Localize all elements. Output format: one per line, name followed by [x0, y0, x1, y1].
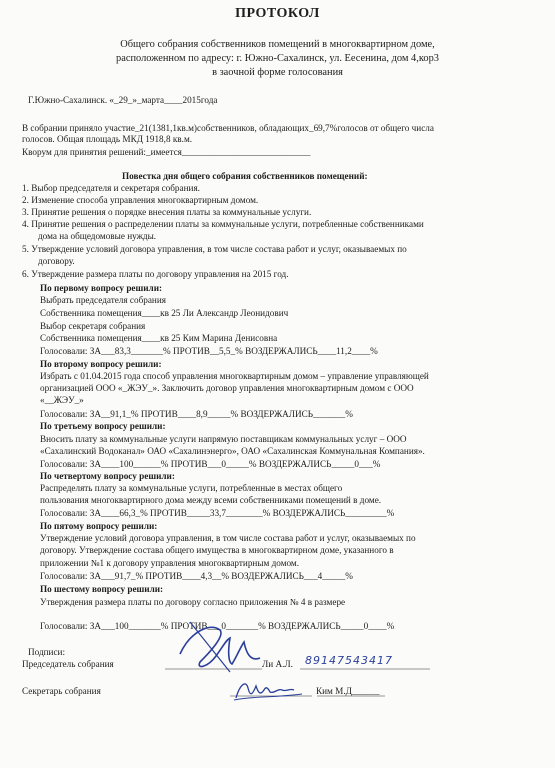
chair-phone: 89147543417 — [305, 654, 393, 667]
q4-heading: По четвертому вопросу решили: — [40, 471, 175, 481]
secretary-signature-mark — [232, 676, 312, 704]
participants-line-1: В собрании приняло участие_21(1381,1кв.м)собственников, обладающих_69,7%голосов от общего числа — [22, 123, 434, 133]
agenda-item: договору. — [38, 256, 75, 266]
document-title: ПРОТОКОЛ — [235, 6, 320, 21]
date-line: Г.Южно-Сахалинск. «_29_»_марта____2015года — [28, 95, 218, 105]
q4-vote-line: Голосовали: ЗА____66,3_% ПРОТИВ_____33,7________% ВОЗДЕРЖАЛИСЬ_________% — [40, 508, 395, 518]
subtitle-line-1: Общего собрания собственников помещений в многоквартирном доме, — [120, 39, 435, 50]
agenda-item: 4. Принятие решения о распределении платы за коммунальные услуги, потребленные собственниками — [22, 219, 424, 229]
agenda-item: 5. Утверждение условий договора управления, в том числе состава работ и услуг, оказываемых по — [22, 244, 407, 254]
agenda-item: 1. Выбор председателя и секретаря собрания. — [22, 183, 200, 193]
q2-line: организацией ООО «_ЖЭУ_». Заключить договор управления многоквартирным домом с ООО — [40, 383, 414, 393]
q3-heading: По третьему вопросу решили: — [40, 421, 166, 431]
q1-line: Выбор секретаря собрания — [40, 321, 146, 331]
q2-line: «__ЖЭУ_» — [40, 395, 84, 405]
q5-heading: По пятому вопросу решили: — [40, 521, 158, 531]
subtitle-line-2: расположенном по адресу: г. Южно-Сахалинск, ул. Еесенина, дом 4,кор3 — [116, 53, 439, 64]
q1-line: Собственника помещения____кв 25 Ли Александр Леонидович — [40, 308, 289, 318]
agenda-item: дома на общедомовые нужды. — [38, 231, 157, 241]
q2-line: Избрать с 01.04.2015 года способ управления многоквартирным домом – управление управляющей — [40, 371, 429, 381]
agenda-item: 2. Изменение способа управления многоквартирным домом. — [22, 195, 259, 205]
subtitle-line-3: в заочной форме голосования — [212, 67, 343, 78]
q6-heading: По шестому вопросу решили: — [40, 584, 164, 594]
q5-vote-line: Голосовали: ЗА___91,7_% ПРОТИВ____4,3__% ВОЗДЕРЖАЛИСЬ___4_____% — [40, 571, 353, 581]
q6-vote-line: Голосовали: ЗА___100_______% ПРОТИВ___0_______% ВОЗДЕРЖАЛИСЬ_____0____% — [40, 621, 395, 631]
signatures-label: Подписи: — [28, 647, 66, 657]
q1-vote-line: Голосовали: ЗА___83,3_______% ПРОТИВ__5,5_% ВОЗДЕРЖАЛИСЬ____11,2____% — [40, 346, 378, 356]
q5-line: Утверждение условий договора управления, в том числе состава работ и услуг, оказываемых по — [40, 533, 416, 543]
q4-line: Распределять плату за коммунальные услуги, потребленные в местах общего — [40, 483, 343, 493]
q1-heading: По первому вопросу решили: — [40, 283, 163, 293]
secretary-name: Ким М.Д______ — [316, 686, 380, 696]
q3-line: «Сахалинский Водоканал» ОАО «Сахалинэнерго», ОАО «Сахалинская Коммунальная Компания». — [40, 446, 425, 456]
q4-line: пользования многоквартирного дома между всеми собственниками помещений в доме. — [40, 495, 382, 505]
chair-label: Председатель собрания — [22, 659, 114, 669]
chair-name: Ли А.Л. — [262, 659, 293, 669]
q2-heading: По второму вопросу решили: — [40, 359, 162, 369]
q6-line: Утверждения размера платы по договору согласно приложения № 4 в размере — [40, 597, 346, 607]
q5-line: приложении №1 к договору управления многоквартирным домом. — [40, 558, 300, 568]
secretary-label: Секретарь собрания — [22, 686, 101, 696]
agenda-item: 6. Утверждение размера платы по договору управления на 2015 год. — [22, 269, 289, 279]
q1-line: Выбрать председателя собрания — [40, 295, 166, 305]
agenda-item: 3. Принятие решения о порядке внесения платы за коммунальные услуги. — [22, 207, 312, 217]
quorum-line: Кворум для принятия решений:_имеется____________________________ — [22, 147, 311, 157]
q3-vote-line: Голосовали: ЗА____100______% ПРОТИВ___0_____% ВОЗДЕРЖАЛИСЬ_____0___% — [40, 459, 381, 469]
q1-line: Собственника помещения____кв 25 Ким Марина Денисовна — [40, 333, 278, 343]
q3-line: Вносить плату за коммунальные услуги напрямую поставщикам коммунальных услуг – ООО — [40, 434, 407, 444]
participants-line-2: голосов. Общая площадь МКД 1918,8 кв.м. — [22, 134, 193, 144]
agenda-heading: Повестка дня общего собрания собственников помещений: — [122, 171, 368, 181]
q2-vote-line: Голосовали: ЗА__91,1_% ПРОТИВ____8,9_____% ВОЗДЕРЖАЛИСЬ_______% — [40, 409, 353, 419]
q5-line: договору. Утверждение состава общего имущества в многоквартирном доме, указанного в — [40, 545, 394, 555]
chair-signature-mark — [170, 612, 280, 682]
